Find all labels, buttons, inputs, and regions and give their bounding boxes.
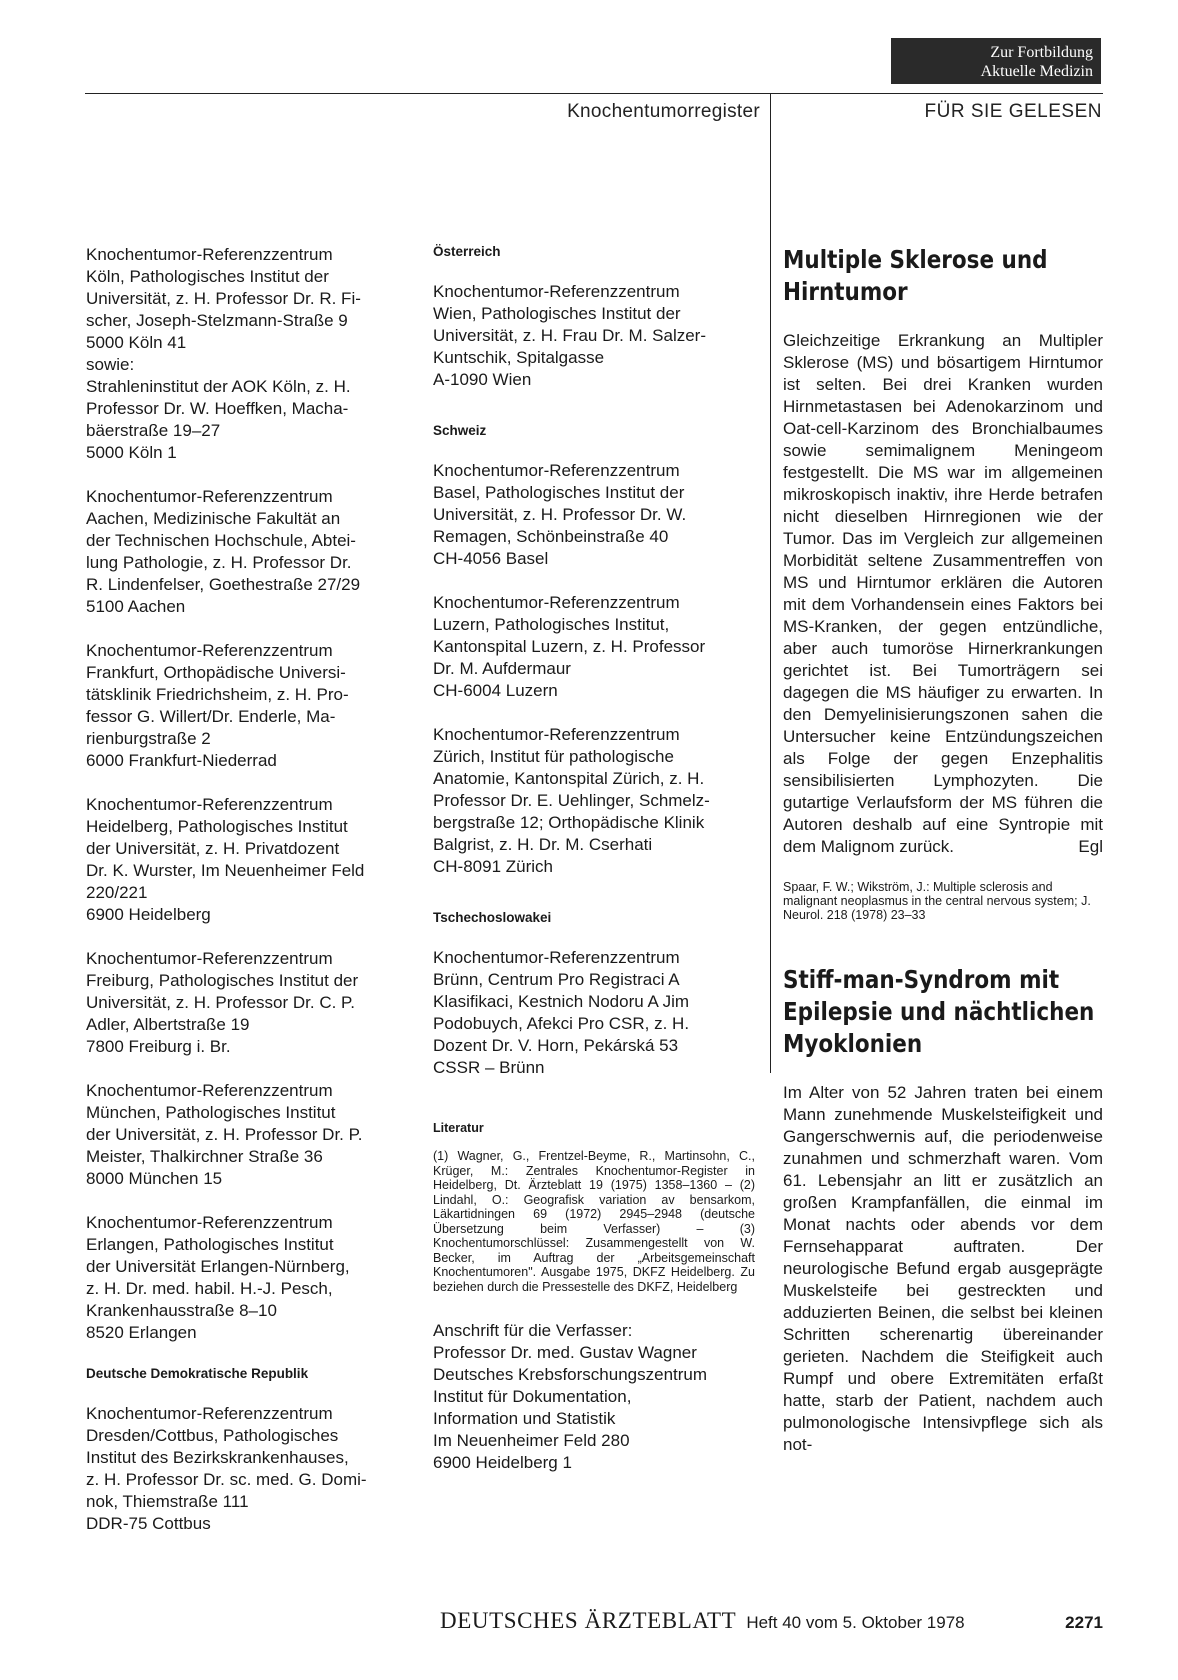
issue-info: Heft 40 vom 5. Oktober 1978 bbox=[746, 1613, 965, 1632]
entry-line: 220/221 bbox=[86, 883, 148, 902]
entry-line: Knochentumor-Referenzzentrum bbox=[433, 282, 680, 301]
register-entry bbox=[86, 1080, 408, 1190]
entry-line: CSSR – Brünn bbox=[433, 1058, 545, 1077]
entry-line: München, Pathologisches Institut bbox=[86, 1103, 336, 1122]
author-address bbox=[433, 1320, 755, 1474]
entry-line: Universität, z. H. Professor Dr. W. bbox=[433, 505, 687, 524]
entry-line: 5000 Köln 1 bbox=[86, 443, 177, 462]
entry-line: Kuntschik, Spitalgasse bbox=[433, 348, 605, 367]
register-entry bbox=[433, 724, 755, 878]
entry-line: Podobuych, Afekci Pro CSR, z. H. bbox=[433, 1014, 690, 1033]
entry-line: der Universität, z. H. Privatdozent bbox=[86, 839, 340, 858]
entry-line: Wien, Pathologisches Institut der bbox=[433, 304, 681, 323]
entry-line: Knochentumor-Referenzzentrum bbox=[433, 725, 680, 744]
column-left bbox=[86, 244, 408, 1557]
entry-line: Universität, z. H. Professor Dr. R. Fi- bbox=[86, 289, 361, 308]
register-entry-austria bbox=[433, 281, 755, 391]
entry-line: CH-4056 Basel bbox=[433, 549, 549, 568]
entry-line: A-1090 Wien bbox=[433, 370, 532, 389]
entry-line: Knochentumor-Referenzzentrum bbox=[433, 593, 680, 612]
author-signature: Egl bbox=[1078, 837, 1103, 856]
entry-line: Dr. M. Aufdermaur bbox=[433, 659, 571, 678]
entry-line: Meister, Thalkirchner Straße 36 bbox=[86, 1147, 323, 1166]
page-number: 2271 bbox=[1065, 1613, 1103, 1632]
section-badge bbox=[891, 38, 1101, 84]
register-entry bbox=[86, 794, 408, 926]
register-entry bbox=[86, 948, 408, 1058]
entry-line: scher, Joseph-Stelzmann-Straße 9 bbox=[86, 311, 348, 330]
section-title-left: Knochentumorregister bbox=[567, 101, 760, 122]
register-entry-czechoslovakia bbox=[433, 947, 755, 1079]
entry-line: Knochentumor-Referenzzentrum bbox=[86, 1404, 333, 1423]
entry-line: Knochentumor-Referenzzentrum bbox=[433, 461, 680, 480]
entry-line: Deutsches Krebsforschungszentrum bbox=[433, 1365, 708, 1384]
entry-line: Kantonspital Luzern, z. H. Professor bbox=[433, 637, 706, 656]
register-entries-germany bbox=[86, 244, 408, 1344]
entry-line: DDR-75 Cottbus bbox=[86, 1514, 211, 1533]
entry-line: Krankenhausstraße 8–10 bbox=[86, 1301, 277, 1320]
entry-line: Luzern, Pathologisches Institut, bbox=[433, 615, 670, 634]
entry-line: Knochentumor-Referenzzentrum bbox=[86, 487, 333, 506]
country-heading-switzerland: Schweiz bbox=[433, 423, 487, 438]
entry-line: 5100 Aachen bbox=[86, 597, 186, 616]
entry-line: bäerstraße 19–27 bbox=[86, 421, 221, 440]
article-reference-ms: Spaar, F. W.; Wikström, J.: Multiple sclerosis and malignant neoplasmus in the central nervous system; J. Neurol. 218 (1978) 23–33 bbox=[783, 880, 1091, 922]
register-entry bbox=[86, 640, 408, 772]
entry-line: Heidelberg, Pathologisches Institut bbox=[86, 817, 348, 836]
entry-line: Zürich, Institut für pathologische bbox=[433, 747, 674, 766]
entry-line: fessor G. Willert/Dr. Enderle, Ma- bbox=[86, 707, 336, 726]
entry-line: Balgrist, z. H. Dr. M. Cserhati bbox=[433, 835, 653, 854]
column-right bbox=[783, 244, 1103, 1456]
entry-line: 5000 Köln 41 bbox=[86, 333, 187, 352]
entry-line: Knochentumor-Referenzzentrum bbox=[86, 1213, 333, 1232]
entry-line: Im Neuenheimer Feld 280 bbox=[433, 1431, 630, 1450]
entry-line: nok, Thiemstraße 111 bbox=[86, 1492, 249, 1511]
column-divider bbox=[770, 93, 771, 1073]
entry-line: Erlangen, Pathologisches Institut bbox=[86, 1235, 334, 1254]
entry-line: Klasifikaci, Kestnich Nodoru A Jim bbox=[433, 992, 690, 1011]
entry-line: Knochentumor-Referenzzentrum bbox=[86, 1081, 333, 1100]
literature-text: (1) Wagner, G., Frentzel-Beyme, R., Martinsohn, C., Krüger, M.: Zentrales Knochentumor-Register in Heidelberg, Dt. Ärzteblatt 19 (1975) 1358–1360 – (2) Lindahl, O.: Geografisk variation av bensarkom, Läkartidningen 69 (1972) 2945–2948 (deutsche Übersetzung beim Verfasser) – (3) Knochentumorschlüssel: Zusammengestellt von W. Becker, im Auftrag der „Arbeitsgemeinschaft Knochentumoren". Ausgabe 1975, DKFZ Heidelberg. Zu beziehen durch die Pressestelle des DKFZ, Heidelberg bbox=[433, 1149, 755, 1294]
entry-line: sowie: bbox=[86, 355, 135, 374]
register-entry bbox=[86, 1212, 408, 1344]
entry-line: CH-8091 Zürich bbox=[433, 857, 553, 876]
entry-line: der Universität Erlangen-Nürnberg, bbox=[86, 1257, 350, 1276]
entry-line: 8000 München 15 bbox=[86, 1169, 223, 1188]
register-entry bbox=[433, 460, 755, 570]
country-heading-austria: Österreich bbox=[433, 244, 501, 259]
page-footer bbox=[440, 1608, 1103, 1634]
entry-line: Köln, Pathologisches Institut der bbox=[86, 267, 329, 286]
entry-line: rienburgstraße 2 bbox=[86, 729, 211, 748]
article-body-ms bbox=[783, 330, 1103, 858]
entry-line: Professor Dr. med. Gustav Wagner bbox=[433, 1343, 697, 1362]
entry-line: z. H. Professor Dr. sc. med. G. Domi- bbox=[86, 1470, 367, 1489]
entry-line: R. Lindenfelser, Goethestraße 27/29 bbox=[86, 575, 361, 594]
entry-line: 7800 Freiburg i. Br. bbox=[86, 1037, 231, 1056]
entry-line: Knochentumor-Referenzzentrum bbox=[86, 949, 333, 968]
article-body-stiff-man: Im Alter von 52 Jahren traten bei einem Mann zunehmende Muskelsteifigkeit und Gangerschwernis auf, die periodenweise zunahmen und schmerzhaft waren. Vom 61. Lebensjahr an litt er zusätzlich an großen Krampfanfällen, die einmal im Monat nachts oder abends vor dem Fernsehapparat auftraten. Der neurologische Befund ergab ausgeprägte Muskelsteife bei gestreckten und adduzierten Beinen, die selbst bei kleinen Schritten scherenartig übereinander gerieten. Nachdem die Steifigkeit auch Rumpf und obere Extremitäten erfaßt hatte, starb der Patient, nachdem auch pulmonologische Intensivpflege sich als not- bbox=[783, 1083, 1103, 1454]
entry-line: Basel, Pathologisches Institut der bbox=[433, 483, 685, 502]
entry-line: Freiburg, Pathologisches Institut der bbox=[86, 971, 359, 990]
entry-line: 6900 Heidelberg 1 bbox=[433, 1453, 572, 1472]
entry-line: z. H. Dr. med. habil. H.-J. Pesch, bbox=[86, 1279, 333, 1298]
entry-line: 6000 Frankfurt-Niederrad bbox=[86, 751, 277, 770]
section-title-right: FÜR SIE GELESEN bbox=[924, 101, 1102, 122]
entry-line: Institut für Dokumentation, bbox=[433, 1387, 632, 1406]
entry-line: Dresden/Cottbus, Pathologisches bbox=[86, 1426, 339, 1445]
entry-line: Aachen, Medizinische Fakultät an bbox=[86, 509, 341, 528]
entry-line: bergstraße 12; Orthopädische Klinik bbox=[433, 813, 705, 832]
entry-line: Universität, z. H. Frau Dr. M. Salzer- bbox=[433, 326, 706, 345]
entry-line: der Technischen Hochschule, Abtei- bbox=[86, 531, 356, 550]
register-entry bbox=[86, 244, 408, 464]
entry-line: CH-6004 Luzern bbox=[433, 681, 558, 700]
entry-line: Knochentumor-Referenzzentrum bbox=[86, 795, 333, 814]
entry-line: Anatomie, Kantonspital Zürich, z. H. bbox=[433, 769, 705, 788]
article-text-ms: Gleichzeitige Erkrankung an Multipler Sklerose (MS) und bösartigem Hirntumor ist selten. Bei drei Kranken wurden Hirnmetastasen bei Adenokarzinom und Oat-cell-Karzinom des Bronchialbaumes sowie semimalignem Meningeom festgestellt. Die MS war im allgemeinen mikroskopisch inaktiv, ihre Herde betrafen nicht dieselben Hirnregionen wie der Tumor. Das im Vergleich zur allgemeinen Morbidität seltene Zusammentreffen von MS und Hirntumor erklären die Autoren mit dem Vorhandensein eines Faktors bei MS-Kranken, der gegen entzündliche, aber auch tumoröse Hirnerkrankungen gerichtet ist. Bei Tumorträgern sei dagegen die MS häufiger zu erwarten. In den Demyelinisierungszonen sahen die Untersucher keine Entzündungszeichen als Folge der gegen Enzephalitis sensibilisierten Lymphozyten. Die gutartige Verlaufsform der MS führen die Autoren deshalb auf eine Syntropie mit dem Malignom zurück. bbox=[783, 331, 1103, 856]
entry-line: Information und Statistik bbox=[433, 1409, 616, 1428]
entry-line: Remagen, Schönbeinstraße 40 bbox=[433, 527, 669, 546]
entry-line: Knochentumor-Referenzzentrum bbox=[86, 641, 333, 660]
entry-line: lung Pathologie, z. H. Professor Dr. bbox=[86, 553, 352, 572]
journal-name: DEUTSCHES ÄRZTEBLATT bbox=[440, 1608, 737, 1633]
entry-line: Frankfurt, Orthopädische Universi- bbox=[86, 663, 346, 682]
entry-line: Professor Dr. E. Uehlinger, Schmelz- bbox=[433, 791, 710, 810]
entry-line: Institut des Bezirkskrankenhauses, bbox=[86, 1448, 349, 1467]
entry-line: 8520 Erlangen bbox=[86, 1323, 197, 1342]
register-entry bbox=[86, 486, 408, 618]
entry-line: tätsklinik Friedrichsheim, z. H. Pro- bbox=[86, 685, 349, 704]
header-rule bbox=[85, 93, 1103, 94]
register-entries-switzerland bbox=[433, 460, 755, 878]
entry-line: Professor Dr. W. Hoeffken, Macha- bbox=[86, 399, 349, 418]
article-title-stiff-man: Stiff-man-Syndrom mit Epilepsie und nächtlichen Myoklonien bbox=[783, 965, 1095, 1058]
entry-line: 6900 Heidelberg bbox=[86, 905, 211, 924]
badge-line-1: Zur Fortbildung bbox=[990, 44, 1093, 61]
entry-line: der Universität, z. H. Professor Dr. P. bbox=[86, 1125, 363, 1144]
literature-heading: Literatur bbox=[433, 1121, 484, 1135]
entry-line: Anschrift für die Verfasser: bbox=[433, 1321, 633, 1340]
entry-line: Strahleninstitut der AOK Köln, z. H. bbox=[86, 377, 351, 396]
article-title-ms: Multiple Sklerose und Hirntumor bbox=[783, 245, 1048, 306]
entry-line: Dr. K. Wurster, Im Neuenheimer Feld bbox=[86, 861, 365, 880]
entry-line: Dozent Dr. V. Horn, Pekárská 53 bbox=[433, 1036, 679, 1055]
entry-line: Knochentumor-Referenzzentrum bbox=[86, 245, 333, 264]
badge-line-2: Aktuelle Medizin bbox=[980, 63, 1093, 80]
country-heading-czechoslovakia: Tschechoslowakei bbox=[433, 910, 552, 925]
register-entry bbox=[433, 592, 755, 702]
column-middle bbox=[433, 244, 755, 1474]
country-heading-ddr: Deutsche Demokratische Republik bbox=[86, 1366, 309, 1381]
entry-line: Universität, z. H. Professor Dr. C. P. bbox=[86, 993, 355, 1012]
register-entry-ddr bbox=[86, 1403, 408, 1535]
entry-line: Knochentumor-Referenzzentrum bbox=[433, 948, 680, 967]
entry-line: Brünn, Centrum Pro Registraci A bbox=[433, 970, 680, 989]
entry-line: Adler, Albertstraße 19 bbox=[86, 1015, 250, 1034]
